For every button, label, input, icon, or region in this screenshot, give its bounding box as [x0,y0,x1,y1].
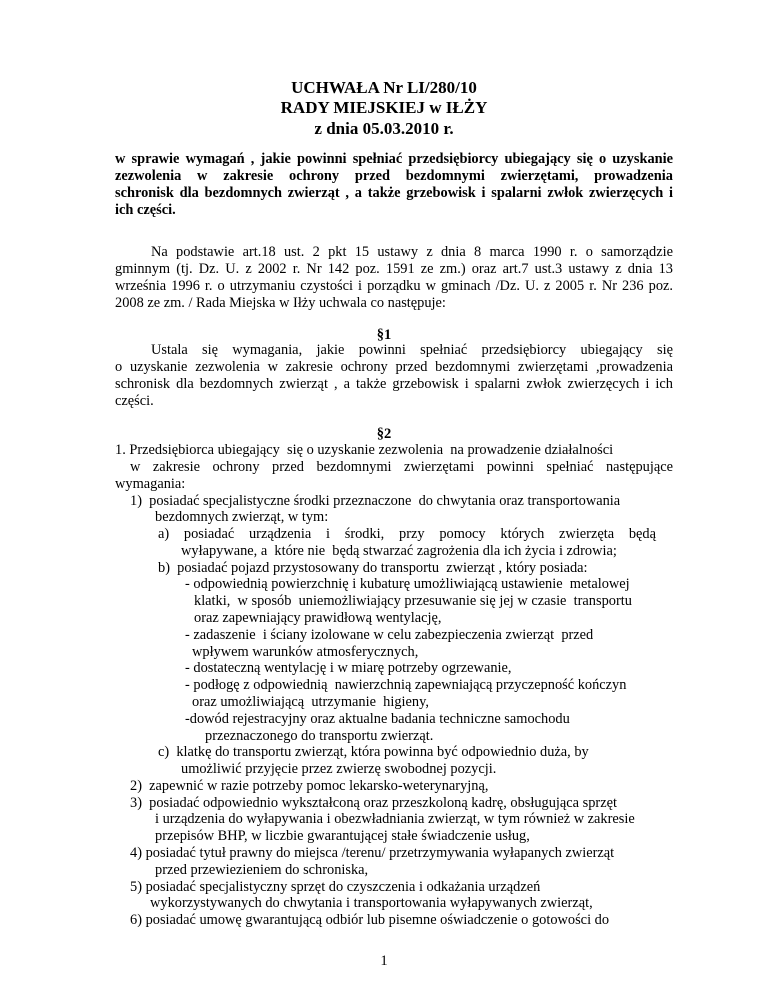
resolution-number: UCHWAŁA Nr LI/280/10 [291,77,477,97]
subject-line: zezwolenia w zakresie ochrony przed bezdomnymi zwierzętami, prowadzenia [115,167,673,184]
section-2-line: - dostateczną wentylację i w miarę potrzeby ogrzewanie, [185,660,512,677]
section-2-line: przeznaczonego do transportu zwierząt. [205,727,434,744]
section-2-line: wykorzystywanych do chwytania i transportowania wyłapywanych zwierząt, [150,895,593,912]
section-2-line: - podłogę z odpowiednią nawierzchnią zapewniającą przyczepność kończyn [185,677,627,694]
section-2-line: b) posiadać pojazd przystosowany do transportu zwierząt , który posiada: [158,559,588,576]
section-1-line: o uzyskanie zezwolenia w zakresie ochrony przed bezdomnymi zwierzętami ,prowadzenia [115,359,673,376]
section-2-line: przepisów BHP, w liczbie gwarantującej stałe świadczenie usług, [155,828,530,845]
page-number: 1 [380,953,388,970]
section-1-line: schronisk dla bezdomnych zwierząt , a także grzebowisk i spalarni zwłok zwierzęcych i ich [115,375,673,392]
section-2-line: - zadaszenie i ściany izolowane w celu zabezpieczenia zwierząt przed [185,626,594,643]
subject-line: schronisk dla bezdomnych zwierząt , a także grzebowisk i spalarni zwłok zwierzęcych i [115,184,673,201]
council-name: RADY MIEJSKIEJ w IŁŻY [280,98,488,117]
section-2-line: 1) posiadać specjalistyczne środki przeznaczone do chwytania oraz transportowania [130,492,621,509]
section-2-line: c) klatkę do transportu zwierząt, która powinna być odpowiednio duża, by [158,744,589,761]
section-2-line: 3) posiadać odpowiednio wykształconą oraz przeszkoloną kadrę, obsługująca sprzęt [130,794,617,811]
preamble-line: 2008 ze zm. / Rada Miejska w Iłży uchwala co następuje: [115,294,446,311]
section-2-line: 1. Przedsiębiorca ubiegający się o uzyskanie zezwolenia na prowadzenie działalności [115,442,614,459]
section-2-line: klatki, w sposób uniemożliwiający przesuwanie się jej w czasie transportu [194,593,632,610]
section-2-line: 6) posiadać umowę gwarantującą odbiór lub pisemne oświadczenie o gotowości do [130,912,610,929]
preamble-line: września 1996 r. o utrzymaniu czystości i porządku w gminach /Dz. U. z 2005 r. Nr 236 poz. [115,277,673,294]
section-1-line: Ustala się wymagania, jakie powinni spełniać przedsiębiorcy ubiegający się [151,342,673,359]
section-2-line: 5) posiadać specjalistyczny sprzęt do czyszczenia i odkażania urządzeń [130,878,541,895]
section-2-line: i urządzenia do wyłapywania i obezwładniania zwierząt, w tym również w zakresie [155,811,635,828]
section-1-heading: §1 [376,326,392,343]
resolution-date: z dnia 05.03.2010 r. [314,118,454,138]
section-2-line: wpływem warunków atmosferycznych, [192,643,419,660]
section-2-line: a) posiadać urządzenia i środki, przy pomocy których zwierzęta będą [158,526,656,542]
section-2-line: oraz umożliwiającą utrzymanie higieny, [192,693,429,710]
section-2-line: wyłapywane, a które nie będą stwarzać zagrożenia dla ich życia i zdrowia; [181,542,617,559]
section-2-line: -dowód rejestracyjny oraz aktualne badania techniczne samochodu [185,710,570,727]
section-2-line: umożliwić przyjęcie przez zwierzę swobodnej pozycji. [181,761,497,778]
section-2-heading: §2 [376,426,392,443]
section-1-line: części. [115,392,154,409]
section-2-line: wymagania: [115,475,186,492]
preamble-line: gminnym (tj. Dz. U. z 2002 r. Nr 142 poz. 1591 ze zm.) oraz art.7 ust.3 ustawy z dnia 13 [115,261,673,278]
section-2-line: bezdomnych zwierząt, w tym: [155,509,329,526]
subject-line: ich części. [115,201,176,218]
section-2-line: oraz zapewniający prawidłową wentylację, [194,610,442,626]
section-2-line: - odpowiednią powierzchnię i kubaturę umożliwiającą ustawienie metalowej [185,576,630,593]
subject-line: w sprawie wymagań , jakie powinni spełniać przedsiębiorcy ubiegający się o uzyskanie [115,151,673,168]
preamble-line: Na podstawie art.18 ust. 2 pkt 15 ustawy z dnia 8 marca 1990 r. o samorządzie [151,244,673,261]
section-2-line: w zakresie ochrony przed bezdomnymi zwierzętami powinni spełniać następujące [130,458,673,475]
section-2-line: 4) posiadać tytuł prawny do miejsca /terenu/ przetrzymywania wyłapanych zwierząt [130,845,615,861]
section-2-line: przed przewiezieniem do schroniska, [155,861,369,878]
section-2-line: 2) zapewnić w razie potrzeby pomoc lekarsko-weterynaryjną, [130,777,489,794]
